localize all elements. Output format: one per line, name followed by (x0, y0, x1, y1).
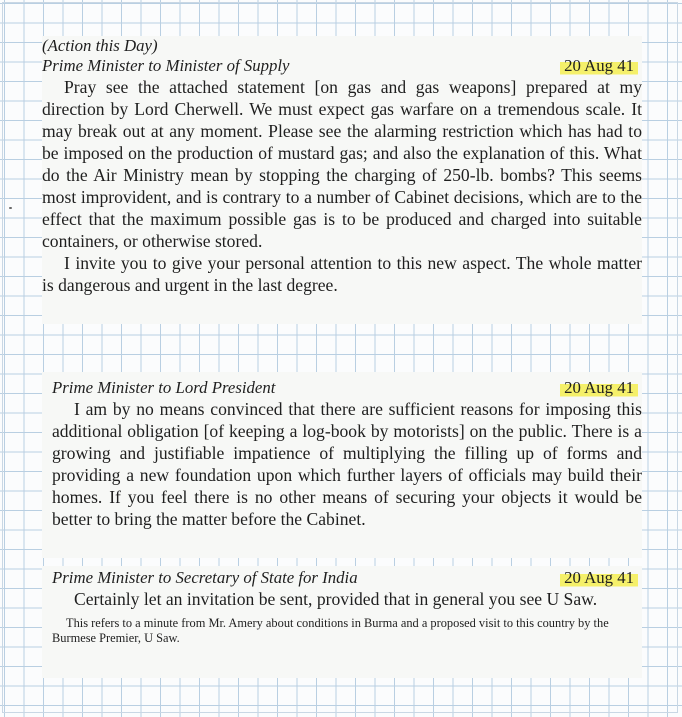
highlighted-date: 20 Aug 41 (560, 56, 638, 76)
action-label: (Action this Day) (42, 36, 158, 55)
minute-heading (42, 568, 642, 588)
highlighted-date: 20 Aug 41 (560, 568, 638, 588)
highlighted-date: 20 Aug 41 (560, 378, 638, 398)
minute-heading (42, 378, 642, 398)
minute-supply-clipping (42, 36, 642, 324)
heading-text: Prime Minister to Minister of Supply (42, 56, 290, 75)
footnote: This refers to a minute from Mr. Amery about conditions in Burma and a proposed visit to this country by the Burmese Premier, U Saw. (52, 616, 609, 645)
heading-text: Prime Minister to Lord President (52, 378, 276, 397)
body-paragraph: Certainly let an invitation be sent, provided that in general you see U Saw. (74, 589, 598, 609)
minute-india-clipping (42, 566, 642, 678)
minute-lord-president-clipping (42, 372, 642, 558)
body-paragraph: I am by no means convinced that there are sufficient reasons for imposing this additional obligation [of keeping a log-book by motorists] on the public. There is a growing and justifiable impatience of multiplying the filling up of forms and providing a new foundation upon which further layers of officials may build their homes. If you feel there is no other means of securing your objects it would be better to bring the matter before the Cabinet. (52, 399, 642, 529)
paper-speck (9, 207, 12, 209)
body-paragraph: Pray see the attached statement [on gas and gas weapons] prepared at my direction by Lord Cherwell. We must expect gas warfare on a tremendous scale. It may break out at any moment. Please see the alarming restriction which has had to be imposed on the production of mustard gas; and also the explanation of this. What do the Air Ministry mean by stopping the charging of 250-lb. bombs? This seems most improvident, and is contrary to a number of Cabinet decisions, which are to the effect that the maximum possible gas is to be produced and charged into suitable containers, or otherwise stored. (42, 77, 642, 251)
body-paragraph: I invite you to give your personal attention to this new aspect. The whole matter is dangerous and urgent in the last degree. (42, 253, 642, 295)
minute-heading (42, 56, 642, 76)
heading-text: Prime Minister to Secretary of State for India (52, 568, 358, 587)
